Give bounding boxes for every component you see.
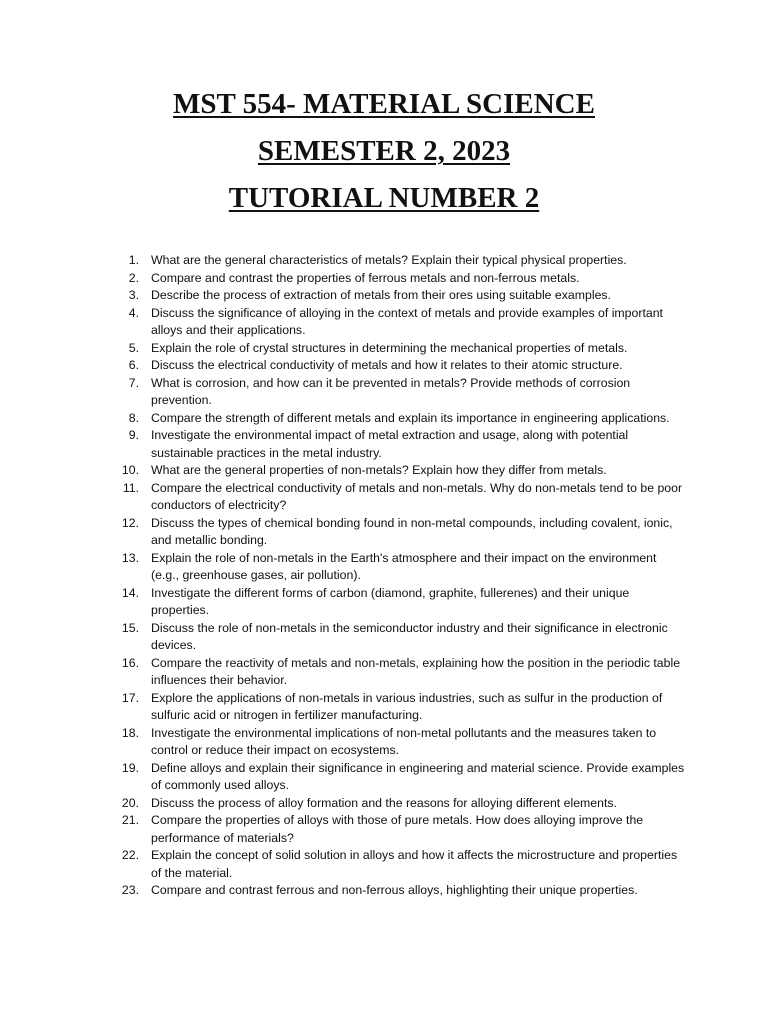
question-number-gap — [139, 357, 151, 375]
semester-line — [0, 131, 768, 178]
tutorial-line — [0, 178, 768, 225]
question-text: Compare the reactivity of metals and non-metals, explaining how the position in the periodic table influences their behavior. — [151, 655, 681, 687]
question-text: What are the general characteristics of metals? Explain their typical physical properties. — [151, 253, 627, 267]
question-item — [106, 480, 686, 515]
course-title-line — [0, 84, 768, 131]
question-number-gap — [139, 620, 151, 655]
question-number-gap — [139, 305, 151, 340]
question-number-gap — [139, 427, 151, 462]
question-text: Investigate the environmental implications of non-metal pollutants and the measures taken to control or reduce their impact on ecosystems. — [151, 725, 657, 757]
question-number: 11. — [122, 480, 139, 495]
question-number-gap — [139, 760, 151, 795]
question-number-gap — [139, 375, 151, 410]
question-item — [106, 585, 686, 620]
course-title: MST 554- MATERIAL SCIENCE — [173, 88, 595, 120]
question-number: 18. — [121, 725, 139, 740]
question-item — [106, 515, 686, 550]
question-number-gap — [139, 287, 151, 305]
question-item — [106, 462, 686, 480]
question-item — [106, 357, 686, 375]
question-text: Investigate the environmental impact of metal extraction and usage, along with potential sustainable practices in the metal industry. — [151, 428, 629, 460]
question-item — [106, 550, 686, 585]
question-number-gap — [139, 812, 151, 847]
question-text: Compare the properties of alloys with those of pure metals. How does alloying improve the performance of materials? — [151, 813, 644, 845]
question-number: 14. — [121, 585, 139, 600]
question-number-gap — [139, 252, 151, 270]
question-text: Explain the role of non-metals in the Earth's atmosphere and their impact on the environment (e.g., greenhouse gases, air pollution). — [151, 550, 657, 582]
semester-title: SEMESTER 2, 2023 — [257, 135, 511, 167]
question-number: 9. — [128, 428, 139, 442]
question-number-gap — [139, 690, 151, 725]
question-item — [106, 882, 686, 900]
question-text: Discuss the types of chemical bonding found in non-metal compounds, including covalent, ionic, and metallic bonding. — [151, 515, 673, 547]
question-item — [106, 795, 686, 813]
question-item — [106, 270, 686, 288]
question-text: Compare and contrast the properties of ferrous metals and non-ferrous metals. — [151, 270, 580, 285]
question-number-gap — [139, 725, 151, 760]
question-number: 2. — [128, 270, 139, 285]
question-number-gap — [139, 550, 151, 585]
question-item — [106, 847, 686, 882]
question-list — [106, 252, 686, 900]
question-text: Discuss the electrical conductivity of metals and how it relates to their atomic structure. — [151, 358, 623, 372]
question-number: 23. — [121, 883, 139, 897]
question-number: 15. — [121, 620, 139, 635]
question-number-gap — [139, 410, 151, 428]
question-number: 5. — [128, 340, 139, 355]
question-text: Explore the applications of non-metals in various industries, such as sulfur in the production of sulfuric acid or nitrogen in fertilizer manufacturing. — [151, 690, 663, 722]
question-text: Investigate the different forms of carbon (diamond, graphite, fullerenes) and their unique properties. — [151, 585, 630, 617]
question-text: Compare and contrast ferrous and non-ferrous alloys, highlighting their unique properties. — [151, 883, 638, 897]
question-text: Explain the role of crystal structures in determining the mechanical properties of metals. — [151, 340, 628, 355]
question-item — [106, 410, 686, 428]
question-item — [106, 427, 686, 462]
question-number: 22. — [121, 848, 139, 862]
question-number-gap — [139, 270, 151, 288]
question-item — [106, 287, 686, 305]
question-item — [106, 620, 686, 655]
question-text: Compare the strength of different metals and explain its importance in engineering applications. — [151, 410, 670, 425]
question-number: 16. — [121, 655, 139, 670]
question-item — [106, 725, 686, 760]
question-item — [106, 252, 686, 270]
question-number: 21. — [121, 813, 139, 827]
question-number: 19. — [121, 760, 139, 775]
question-item — [106, 375, 686, 410]
question-number: 6. — [128, 358, 139, 372]
question-text: Discuss the process of alloy formation and the reasons for alloying different elements. — [151, 795, 617, 810]
question-number: 1. — [128, 253, 139, 267]
question-text: Define alloys and explain their significance in engineering and material science. Provide examples of commonly used alloys. — [151, 760, 685, 792]
question-number: 17. — [121, 690, 139, 705]
question-number: 7. — [128, 375, 139, 390]
question-item — [106, 812, 686, 847]
question-text: Discuss the role of non-metals in the semiconductor industry and their significance in electronic devices. — [151, 620, 668, 652]
question-number: 8. — [128, 410, 139, 425]
question-number-gap — [139, 585, 151, 620]
question-number: 13. — [121, 550, 139, 565]
question-text: Explain the concept of solid solution in alloys and how it affects the microstructure and properties of the material. — [151, 848, 678, 880]
question-number: 10. — [121, 463, 139, 477]
question-number-gap — [139, 795, 151, 813]
question-text: Discuss the significance of alloying in the context of metals and provide examples of important alloys and their applications. — [151, 305, 663, 337]
question-number-gap — [139, 882, 151, 900]
question-number-gap — [139, 847, 151, 882]
question-item — [106, 655, 686, 690]
question-text: Compare the electrical conductivity of metals and non-metals. Why do non-metals tend to be poor conductors of electricity? — [151, 480, 683, 512]
tutorial-title: TUTORIAL NUMBER 2 — [228, 182, 540, 214]
question-number: 12. — [121, 515, 139, 530]
question-number-gap — [139, 480, 151, 515]
question-number: 4. — [128, 305, 139, 320]
question-item — [106, 340, 686, 358]
question-number-gap — [139, 340, 151, 358]
question-item — [106, 690, 686, 725]
question-number: 20. — [121, 795, 139, 810]
document-header — [0, 84, 768, 225]
question-item — [106, 760, 686, 795]
question-number-gap — [139, 462, 151, 480]
question-item — [106, 305, 686, 340]
question-text: What are the general properties of non-metals? Explain how they differ from metals. — [151, 463, 607, 477]
question-number-gap — [139, 655, 151, 690]
question-number: 3. — [128, 288, 139, 302]
question-number-gap — [139, 515, 151, 550]
question-text: What is corrosion, and how can it be prevented in metals? Provide methods of corrosion prevention. — [151, 375, 631, 407]
question-text: Describe the process of extraction of metals from their ores using suitable examples. — [151, 288, 611, 302]
